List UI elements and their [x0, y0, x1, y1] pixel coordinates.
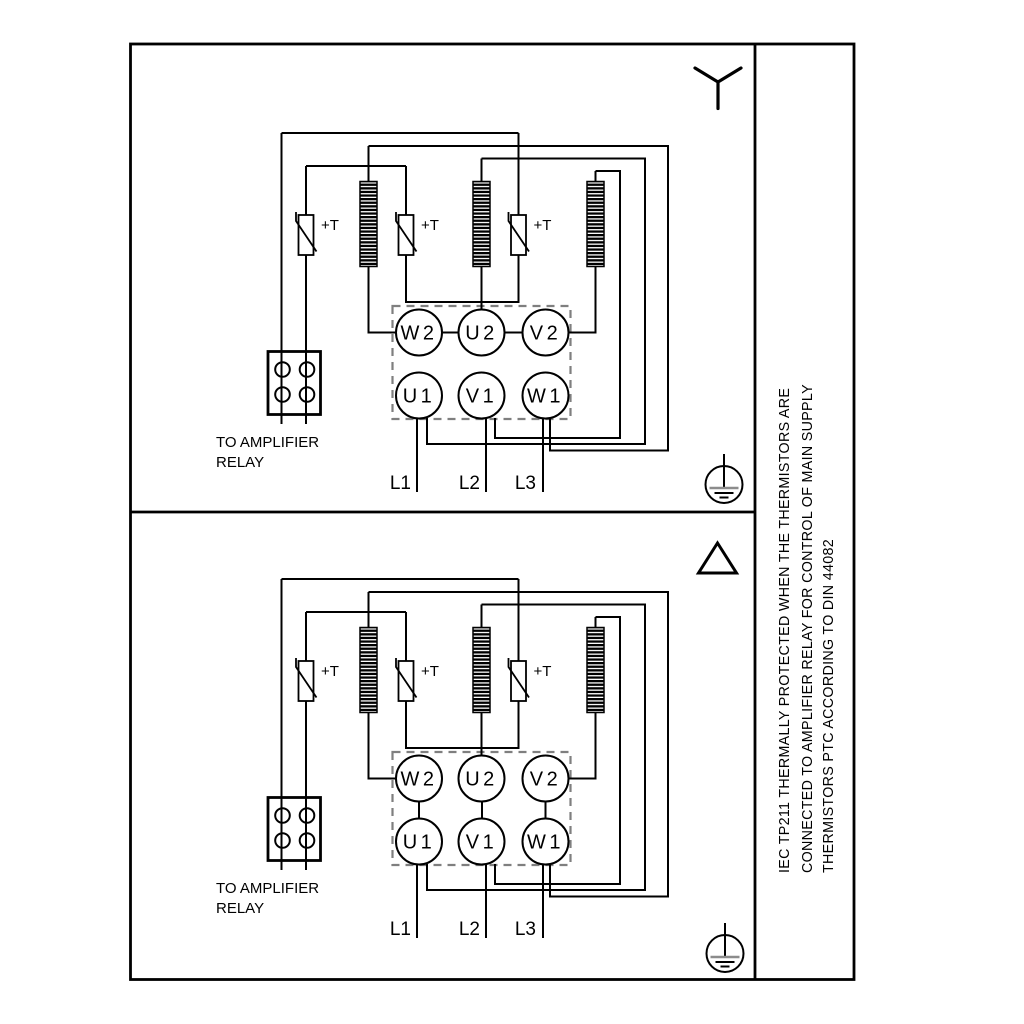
side-note-line-3: THERMISTORS PTC ACCORDING TO DIN 44082 [821, 539, 837, 873]
terminal-label-v1: V1 [465, 385, 498, 408]
delta-terminal-bridges [419, 802, 546, 819]
delta-icon [699, 543, 737, 573]
thermistor-label-2: +T [421, 217, 439, 234]
terminal-label-u2: U2 [465, 322, 498, 345]
thermistor-label-3: +T [533, 217, 552, 234]
motor-wiring-star [268, 133, 668, 492]
relay-caption-line1: TO AMPLIFIER [216, 434, 320, 451]
thermistor-label-3: +T [533, 663, 552, 680]
star-panel [216, 68, 743, 503]
side-note-line-1: IEC TP211 THERMALLY PROTECTED WHEN THE THERMISTORS ARE [777, 387, 793, 873]
terminal-label-v1: V1 [465, 831, 498, 854]
terminal-label-w1: W1 [527, 385, 564, 408]
supply-line-label-l2: L2 [458, 473, 480, 494]
terminal-label-w2: W2 [400, 322, 438, 345]
terminal-label-w2: W2 [400, 768, 438, 791]
earth-ground-icon [707, 923, 744, 972]
motor-wiring-delta [268, 579, 668, 938]
relay-caption-line1: TO AMPLIFIER [216, 880, 320, 897]
supply-line-label-l2: L2 [458, 919, 480, 940]
relay-caption-line2: RELAY [216, 454, 265, 471]
thermistor-label-2: +T [421, 663, 439, 680]
terminal-label-v2: V2 [529, 768, 562, 791]
side-note [777, 384, 837, 873]
supply-line-label-l1: L1 [389, 473, 411, 494]
earth-ground-icon [706, 454, 743, 503]
supply-line-label-l3: L3 [514, 473, 536, 494]
supply-line-label-l1: L1 [389, 919, 411, 940]
star-icon [695, 68, 741, 109]
thermistor-label-1: +T [321, 663, 339, 680]
terminal-label-u1: U1 [402, 385, 436, 408]
terminal-label-w1: W1 [527, 831, 564, 854]
terminal-label-v2: V2 [529, 322, 562, 345]
thermistor-label-1: +T [321, 217, 339, 234]
terminal-label-u2: U2 [465, 768, 498, 791]
side-note-line-2: CONNECTED TO AMPLIFIER RELAY FOR CONTROL OF MAIN SUPPLY [800, 384, 816, 873]
relay-caption-line2: RELAY [216, 900, 265, 917]
terminal-label-u1: U1 [402, 831, 436, 854]
supply-line-label-l3: L3 [514, 919, 536, 940]
delta-panel [216, 543, 744, 972]
